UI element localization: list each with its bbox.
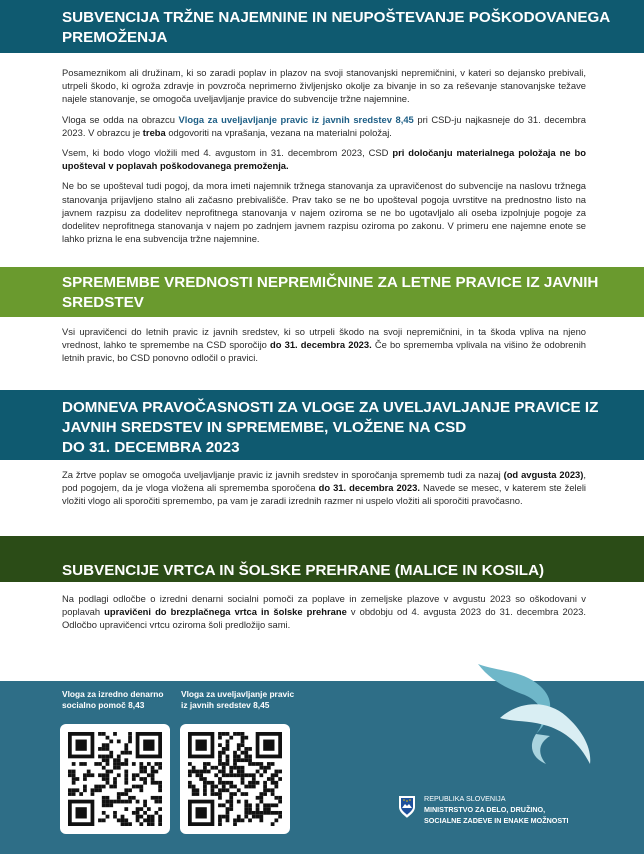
section4-header bbox=[0, 536, 644, 582]
section3-paragraph: Za žrtve poplav se omogoča uveljavljanje pravic iz javnih sredstev in sporočanja sprememb tudi za nazaj (od avgusta 2023), pod pogojem, da je vloga vložena ali sprememba sporočena do 31. decembra 2023. Navede se mesec, v katerem ste želeli vložiti vlogo ali sporočiti spremembo, pa vam je zaradi izrednih razmer ni uspelo vložiti ali sporočiti pravočasno. bbox=[62, 469, 587, 507]
section2-title-line1: SPREMEMBE VREDNOSTI NEPREMIČNINE ZA LETNE PRAVICE IZ JAVNIH bbox=[62, 274, 599, 291]
section2-header bbox=[0, 267, 644, 317]
qr1-label: Vloga za izredno denarno socialno pomoč 8,43 bbox=[62, 689, 164, 710]
slovenia-coat-of-arms-icon bbox=[397, 795, 417, 819]
section3-title-line1: DOMNEVA PRAVOČASNOSTI ZA VLOGE ZA UVELJAVLJANJE PRAVICE IZ bbox=[62, 399, 599, 416]
section3-title-line3: DO 31. DECEMBRA 2023 bbox=[62, 439, 240, 456]
qr2-label: Vloga za uveljavljanje pravic iz javnih sredstev 8,45 bbox=[181, 689, 295, 710]
section1-title-line1: SUBVENCIJA TRŽNE NAJEMNINE IN NEUPOŠTEVANJE POŠKODOVANEGA bbox=[62, 9, 611, 26]
section2-paragraph: Vsi upravičenci do letnih pravic iz javnih sredstev, ki so utrpeli škodo na svoji nepremičnini, in ta škoda vpliva na njeno vrednost, lahko te spremembe na CSD sporočijo do 31. decembra 2023. Če bo sprememba vplivala na višino že odobrenih letnih pravic, bo CSD ponovno odločil o pravici. bbox=[62, 326, 587, 364]
section3-body bbox=[62, 468, 586, 515]
section2-title-line2: SREDSTEV bbox=[62, 294, 144, 311]
section1-paragraph: Vloga se odda na obrazcu Vloga za uveljavljanje pravic iz javnih sredstev 8,45 pri CSD-ju najkasneje do 31. decembra 2023. V obrazcu je treba odgovoriti na vprašanja, vezana na materialni položaj. bbox=[62, 113, 586, 138]
section3-header bbox=[0, 390, 644, 460]
section4-title: SUBVENCIJE VRTCA IN ŠOLSKE PREHRANE (MALICE IN KOSILA) bbox=[62, 562, 545, 579]
qr-code-icon bbox=[68, 732, 162, 826]
section4-paragraph: Na podlagi odločbe o izredni denarni socialni pomoči za poplave in zemeljske plazove v avgustu 2023 so oškodovani v poplavah upravičeni do brezplačnega vrtca in šolske prehrane v obdobju od 4. avgusta 2023 do 31. decembra 2023. Odločbo upravičenci vrtcu oziroma šoli predložijo sami. bbox=[62, 593, 586, 631]
section1-paragraph: Posameznikom ali družinam, ki so zaradi poplav in plazov na svoji stanovanjski nepremičnini, v kateri so dejansko prebivali, utrpeli škodo, ki ogroža zdravje in povzroča neprimerno življenjsko okolje za bivanje in so za reševanje stanovanjske težave najele stanovanje, se omogoča uveljavljanje pravice do subvencije tržne najemnine. bbox=[62, 67, 586, 105]
form-link-8-45[interactable]: Vloga za uveljavljanje pravic iz javnih sredstev 8,45 bbox=[178, 113, 414, 125]
qr-code-8-43[interactable] bbox=[60, 724, 170, 834]
ministry-name: REPUBLIKA SLOVENIJA MINISTRSTVO ZA DELO, DRUŽINO, SOCIALNE ZADEVE IN ENAKE MOŽNOSTI bbox=[424, 794, 569, 825]
section4-body bbox=[62, 592, 586, 639]
section1-paragraph: Ne bo se upošteval tudi pogoj, da mora imeti najemnik tržnega stanovanja za upravičenost do subvencije na naslovu tržnega stanovanja prijavljeno stalno ali začasno prebivališče. Prav tako se ne bo upošteval pogoja uvrstitve na prednostno listo na javnem razpisu za dodelitev neprofitnega stanovanja v najem oziroma se ne bo ugotavljalo ali oseba izpolnjuje pogoje za dodelitev neprofitnega stanovanja v najem po zadnjem javnem razpisu oziroma po zakonu. V primeru ene najemne enote se lahko prizna le ena subvencija tržne najemnine. bbox=[62, 180, 586, 245]
section1-paragraph: Vsem, ki bodo vlogo vložili med 4. avgustom in 31. decembrom 2023, CSD pri določanju materialnega položaja ne bo upošteval v poplavah poškodovanega premoženja. bbox=[62, 147, 586, 172]
section1-header bbox=[0, 0, 644, 53]
qr-code-8-45[interactable] bbox=[180, 724, 290, 834]
section1-title-line2: PREMOŽENJA bbox=[62, 29, 168, 46]
section1-body bbox=[62, 66, 586, 252]
section2-body bbox=[62, 325, 586, 372]
hands-logo-icon bbox=[470, 660, 610, 780]
qr-code-icon bbox=[188, 732, 282, 826]
section3-title-line2: JAVNIH SREDSTEV IN SPREMEMBE, VLOŽENE NA CSD bbox=[62, 419, 467, 436]
